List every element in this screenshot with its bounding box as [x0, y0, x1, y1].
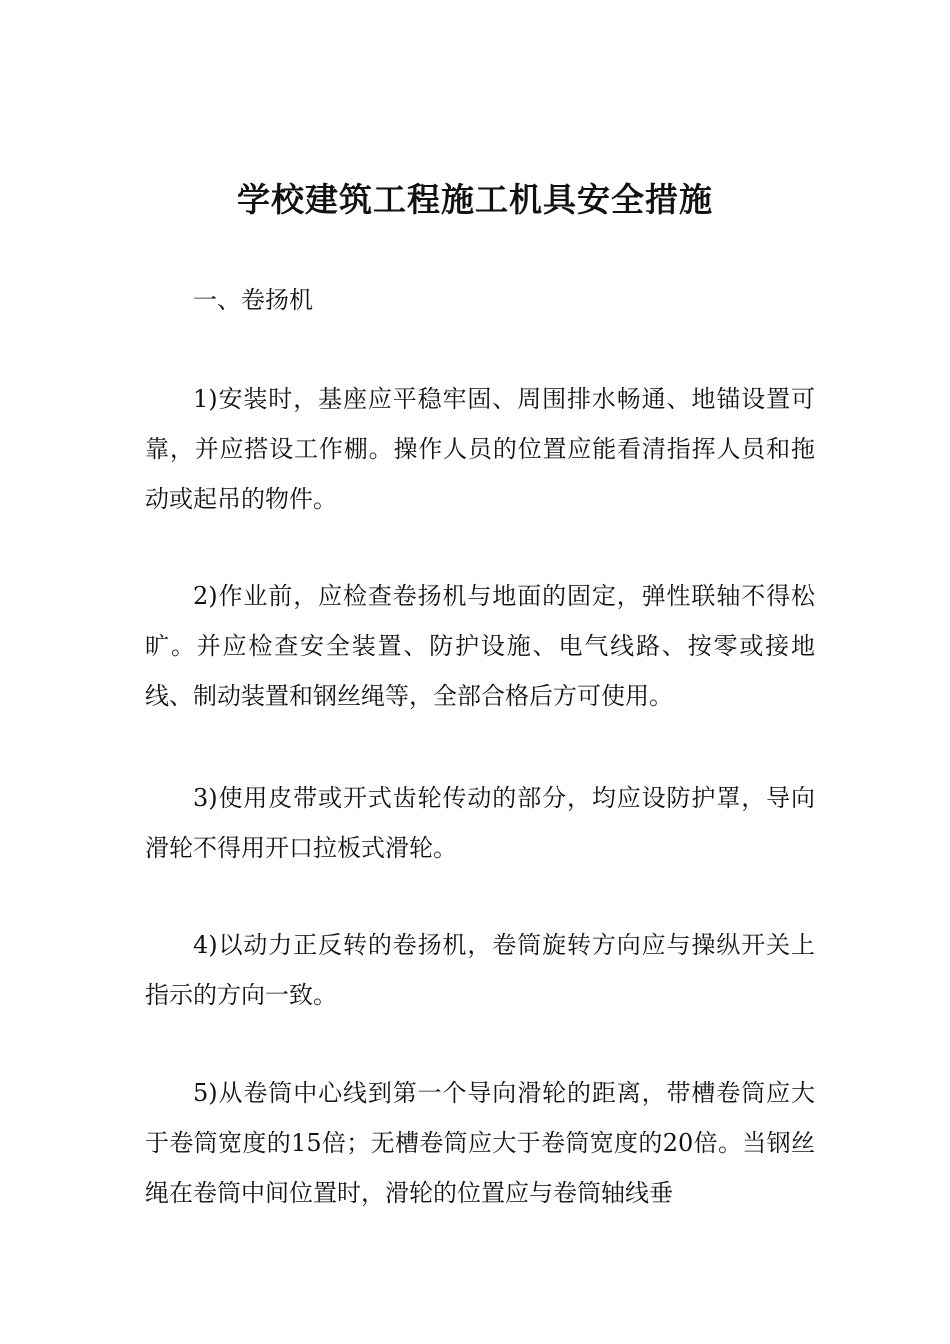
section-heading: 一、卷扬机	[193, 286, 313, 314]
document-title: 学校建筑工程施工机具安全措施	[237, 180, 713, 219]
paragraph-4: 4)以动力正反转的卷扬机，卷筒旋转方向应与操纵开关上指示的方向一致。	[145, 931, 815, 1009]
paragraph-2: 2)作业前，应检查卷扬机与地面的固定，弹性联轴不得松旷。并应检查安全装置、防护设施、电气线路、按零或接地线、制动装置和钢丝绳等，全部合格后方可使用。	[145, 582, 815, 710]
paragraph-3: 3)使用皮带或开式齿轮传动的部分，均应设防护罩，导向滑轮不得用开口拉板式滑轮。	[145, 784, 815, 862]
paragraph-5: 5)从卷筒中心线到第一个导向滑轮的距离，带槽卷筒应大于卷筒宽度的15倍；无槽卷筒应大于卷筒宽度的20倍。当钢丝绳在卷筒中间位置时，滑轮的位置应与卷筒轴线垂	[145, 1079, 815, 1207]
paragraph-1: 1)安装时，基座应平稳牢固、周围排水畅通、地锚设置可靠，并应搭设工作棚。操作人员的位置应能看清指挥人员和拖动或起吊的物件。	[145, 385, 815, 513]
